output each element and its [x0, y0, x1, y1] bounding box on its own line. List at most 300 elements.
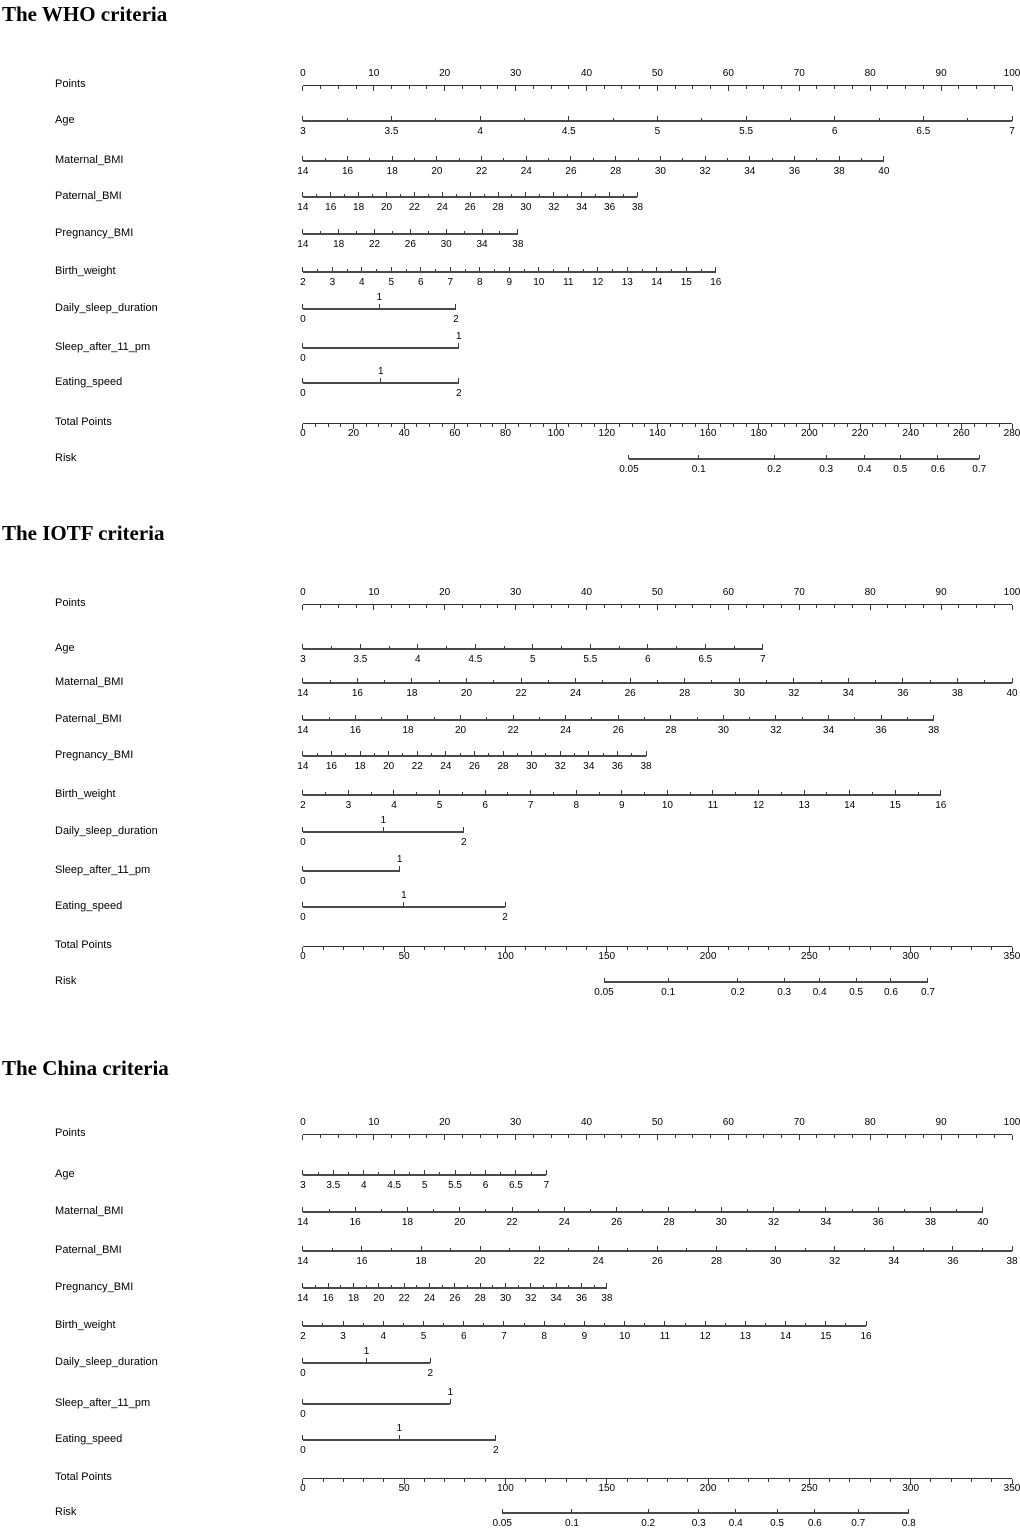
axis-tick — [568, 1135, 569, 1138]
tick-label: 3.5 — [326, 1180, 341, 1191]
axis-tick — [675, 1135, 676, 1138]
axis-tick — [302, 1435, 303, 1440]
axis-tick — [777, 1509, 778, 1513]
tick-label: 200 — [801, 428, 818, 439]
axis-tick — [923, 1248, 924, 1251]
axis-tick — [568, 1285, 569, 1288]
axis-tick — [497, 1135, 498, 1138]
tick-label: 6 — [418, 277, 424, 288]
axis-tick — [799, 1209, 800, 1212]
axis-tick — [834, 1246, 835, 1251]
tick-label: 2 — [427, 1368, 434, 1379]
axis-tick — [747, 1209, 748, 1212]
tick-label: 38 — [924, 1217, 937, 1228]
tick-label: 26 — [449, 1293, 461, 1304]
axis-tick — [829, 1479, 830, 1482]
row-label: Daily_sleep_duration — [55, 1356, 158, 1368]
tick-label: 20 — [439, 587, 451, 598]
tick-label: 30 — [510, 587, 522, 598]
tick-label: 0 — [300, 876, 306, 887]
tick-label: 180 — [750, 428, 768, 439]
tick-label: 32 — [768, 1217, 780, 1228]
tick-label: 0.4 — [728, 1518, 743, 1529]
axis-tick — [866, 1321, 867, 1326]
tick-label: 9 — [506, 277, 513, 288]
tick-label: 0.7 — [921, 987, 935, 998]
axis-tick — [825, 1207, 826, 1212]
tick-label: 28 — [610, 166, 622, 177]
tick-label: 0.05 — [492, 1518, 512, 1529]
tick-label: 34 — [888, 1256, 900, 1267]
axis-tick — [952, 1246, 953, 1251]
tick-label: 34 — [576, 202, 588, 213]
tick-label: 26 — [464, 202, 476, 213]
figure-title-iotf: The IOTF criteria — [2, 521, 165, 545]
axis-tick — [450, 1399, 451, 1404]
axis-tick — [515, 1170, 516, 1175]
tick-label: 4.5 — [561, 126, 576, 137]
tick-label: 22 — [368, 239, 381, 250]
tick-label: 0.2 — [641, 1518, 656, 1529]
tick-label: 6 — [645, 654, 651, 665]
tick-label: 0.3 — [819, 464, 834, 475]
tick-label: 10 — [368, 68, 380, 79]
axis-tick — [378, 1172, 379, 1175]
axis-tick — [556, 1283, 557, 1288]
axis-tick — [716, 1246, 717, 1251]
tick-label: 38 — [928, 725, 940, 736]
axis-tick — [1012, 1135, 1013, 1140]
axis-tick — [941, 1135, 942, 1140]
tick-label: 10 — [368, 587, 380, 598]
tick-label: 28 — [710, 1256, 723, 1267]
tick-label: 1 — [396, 854, 403, 865]
tick-label: 38 — [631, 202, 644, 213]
axis-tick — [890, 1479, 891, 1482]
tick-label: 22 — [411, 761, 423, 772]
tick-label: 24 — [570, 688, 582, 699]
tick-label: 12 — [592, 277, 604, 288]
tick-label: 28 — [679, 688, 691, 699]
axis-tick — [878, 1207, 879, 1212]
tick-label: 26 — [468, 761, 480, 772]
row-label: Birth_weight — [55, 1319, 116, 1331]
tick-label: 0 — [300, 1117, 306, 1128]
tick-label: 20 — [439, 68, 451, 79]
axis-tick — [323, 1479, 324, 1482]
axis-tick — [647, 1479, 648, 1482]
axis-tick — [356, 1135, 357, 1138]
axis-tick — [624, 1321, 625, 1326]
tick-label: 32 — [525, 1293, 537, 1304]
axis-tick — [544, 1321, 545, 1326]
tick-label: 3 — [300, 126, 306, 137]
row-label: Sleep_after_11_pm — [55, 341, 151, 353]
axis-tick — [500, 1172, 501, 1175]
tick-label: 24 — [558, 1217, 570, 1228]
axis-tick — [502, 1509, 503, 1513]
axis-tick — [564, 1207, 565, 1212]
axis-tick — [492, 1285, 493, 1288]
axis-tick — [845, 1323, 846, 1326]
axis-tick — [403, 1323, 404, 1326]
row-label: Age — [55, 114, 75, 126]
tick-label: 0.7 — [972, 464, 987, 475]
axis-tick — [302, 1283, 303, 1288]
axis-tick — [627, 1248, 628, 1251]
tick-label: 4 — [360, 1180, 367, 1191]
axis-tick — [302, 1135, 303, 1140]
tick-label: 16 — [860, 1331, 872, 1342]
axis-tick — [721, 1207, 722, 1212]
tick-label: 26 — [404, 239, 416, 250]
axis-tick — [667, 1479, 668, 1482]
tick-label: 32 — [770, 725, 782, 736]
axis-tick — [814, 1509, 815, 1513]
tick-label: 3.5 — [353, 654, 368, 665]
figure-title-who: The WHO criteria — [2, 2, 168, 26]
tick-label: 80 — [864, 68, 876, 79]
tick-label: 0.1 — [661, 987, 676, 998]
tick-label: 2 — [460, 837, 467, 848]
tick-label: 14 — [651, 277, 663, 288]
tick-label: 30 — [654, 166, 666, 177]
axis-tick — [887, 1135, 888, 1138]
axis-tick — [439, 1172, 440, 1175]
axis-tick — [423, 1321, 424, 1326]
tick-label: 150 — [598, 1483, 616, 1494]
tick-label: 18 — [402, 725, 414, 736]
tick-label: 150 — [598, 951, 616, 962]
row-label: Paternal_BMI — [55, 190, 122, 202]
axis-tick — [318, 1172, 319, 1175]
tick-label: 14 — [297, 1217, 309, 1228]
tick-label: 32 — [788, 688, 800, 699]
axis-tick — [343, 1479, 344, 1482]
tick-label: 0.05 — [594, 987, 614, 998]
axis-tick — [852, 1135, 853, 1138]
axis-tick — [765, 1323, 766, 1326]
tick-label: 16 — [322, 1293, 334, 1304]
tick-label: 34 — [550, 1293, 562, 1304]
axis-tick — [450, 1248, 451, 1251]
tick-label: 2 — [300, 277, 306, 288]
row-label: Pregnancy_BMI — [55, 1281, 134, 1293]
axis-tick — [433, 1209, 434, 1212]
axis-tick — [480, 1135, 481, 1138]
tick-label: 3 — [340, 1331, 346, 1342]
tick-label: 16 — [341, 166, 354, 177]
axis-tick — [639, 1135, 640, 1138]
tick-label: 16 — [325, 761, 337, 772]
tick-label: 140 — [649, 428, 666, 439]
axis-tick — [642, 1209, 643, 1212]
tick-label: 20 — [454, 1217, 466, 1228]
tick-label: 300 — [902, 951, 920, 962]
tick-label: 20 — [431, 166, 443, 177]
tick-label: 38 — [951, 688, 963, 699]
axis-tick — [648, 1509, 649, 1513]
axis-tick — [485, 1479, 486, 1482]
tick-label: 8 — [541, 1331, 547, 1342]
tick-label: 3.5 — [384, 126, 399, 137]
tick-label: 14 — [297, 761, 309, 772]
tick-label: 18 — [347, 1293, 360, 1304]
tick-label: 1 — [376, 292, 383, 303]
tick-label: 32 — [554, 761, 566, 772]
axis-tick — [571, 1509, 572, 1513]
tick-label: 16 — [325, 202, 337, 213]
tick-label: 0 — [300, 388, 306, 399]
tick-label: 38 — [601, 1293, 613, 1304]
tick-label: 5 — [436, 800, 443, 811]
tick-label: 40 — [580, 587, 593, 598]
tick-label: 10 — [619, 1331, 631, 1342]
tick-label: 24 — [592, 1256, 604, 1267]
tick-label: 7 — [527, 800, 534, 811]
axis-tick — [429, 1283, 430, 1288]
row-label: Paternal_BMI — [55, 1244, 122, 1256]
tick-label: 6.5 — [916, 126, 931, 137]
tick-label: 2 — [300, 1331, 306, 1342]
tick-label: 6.5 — [508, 1180, 523, 1191]
axis-tick — [378, 1283, 379, 1288]
axis-tick — [485, 1170, 486, 1175]
axis-tick — [566, 1479, 567, 1482]
tick-label: 2 — [502, 912, 508, 923]
tick-label: 1 — [396, 1423, 403, 1434]
tick-label: 2 — [493, 1445, 499, 1456]
tick-label: 18 — [406, 688, 418, 699]
axis-tick — [728, 1479, 729, 1482]
axis-tick — [958, 1135, 959, 1138]
tick-label: 22 — [476, 166, 488, 177]
axis-tick — [982, 1248, 983, 1251]
tick-label: 7 — [1009, 126, 1015, 137]
tick-label: 36 — [611, 761, 623, 772]
axis-tick — [686, 1248, 687, 1251]
tick-label: 0.6 — [807, 1518, 822, 1529]
tick-label: 280 — [1003, 428, 1020, 439]
tick-label: 90 — [935, 587, 947, 598]
axis-tick — [416, 1285, 417, 1288]
axis-tick — [424, 1479, 425, 1482]
tick-label: 10 — [368, 1117, 380, 1128]
tick-label: 26 — [565, 166, 577, 177]
axis-tick — [546, 1170, 547, 1175]
axis-tick — [768, 1479, 769, 1482]
tick-label: 40 — [977, 1217, 989, 1228]
row-label: Maternal_BMI — [55, 154, 124, 166]
tick-label: 80 — [499, 428, 512, 439]
axis-tick — [908, 1509, 909, 1513]
axis-tick — [705, 1321, 706, 1326]
axis-tick — [991, 1479, 992, 1482]
row-label: Sleep_after_11_pm — [55, 1397, 151, 1409]
tick-label: 120 — [598, 428, 616, 439]
tick-label: 16 — [710, 277, 722, 288]
tick-label: 11 — [659, 1331, 671, 1342]
tick-label: 18 — [354, 761, 366, 772]
tick-label: 40 — [398, 428, 410, 439]
tick-label: 22 — [408, 202, 420, 213]
tick-label: 14 — [297, 1256, 309, 1267]
tick-label: 15 — [889, 800, 901, 811]
axis-tick — [424, 1170, 425, 1175]
axis-tick — [581, 1283, 582, 1288]
tick-label: 6 — [831, 126, 838, 137]
tick-label: 14 — [297, 239, 309, 250]
tick-label: 32 — [699, 166, 711, 177]
tick-label: 22 — [507, 725, 519, 736]
row-label: Age — [55, 642, 75, 654]
tick-label: 0.2 — [730, 987, 745, 998]
tick-label: 0.3 — [691, 1518, 706, 1529]
tick-label: 3 — [345, 800, 352, 811]
axis-tick — [525, 1479, 526, 1482]
tick-label: 300 — [902, 1483, 920, 1494]
tick-label: 50 — [398, 1483, 410, 1494]
tick-label: 0 — [300, 587, 306, 598]
tick-label: 13 — [798, 800, 810, 811]
row-label: Daily_sleep_duration — [55, 825, 158, 837]
axis-tick — [930, 1479, 931, 1482]
tick-label: 30 — [510, 1117, 522, 1128]
tick-label: 0.1 — [565, 1518, 579, 1529]
tick-label: 90 — [935, 1117, 947, 1128]
axis-tick — [444, 1135, 445, 1140]
tick-label: 240 — [902, 428, 920, 439]
axis-tick — [383, 1321, 384, 1326]
axis-tick — [746, 1248, 747, 1251]
tick-label: 4 — [359, 277, 365, 288]
axis-tick — [503, 1321, 504, 1326]
tick-label: 100 — [497, 1483, 514, 1494]
tick-label: 30 — [526, 761, 538, 772]
axis-tick — [545, 1479, 546, 1482]
tick-label: 13 — [739, 1331, 751, 1342]
tick-label: 28 — [497, 761, 509, 772]
axis-tick — [568, 1248, 569, 1251]
tick-label: 2 — [455, 388, 462, 399]
tick-label: 11 — [563, 277, 574, 288]
axis-tick — [531, 1172, 532, 1175]
axis-tick — [302, 1246, 303, 1251]
axis-tick — [644, 1323, 645, 1326]
axis-tick — [348, 1172, 349, 1175]
axis-tick — [668, 1207, 669, 1212]
axis-tick — [302, 1207, 303, 1212]
tick-label: 36 — [947, 1256, 959, 1267]
tick-label: 20 — [373, 1293, 385, 1304]
row-label: Age — [55, 1168, 75, 1180]
tick-label: 0.6 — [930, 464, 945, 475]
tick-label: 18 — [401, 1217, 414, 1228]
axis-tick — [956, 1209, 957, 1212]
axis-tick — [363, 1323, 364, 1326]
axis-tick — [584, 1321, 585, 1326]
tick-label: 5 — [388, 277, 395, 288]
axis-tick — [355, 1207, 356, 1212]
row-label: Eating_speed — [55, 376, 123, 388]
axis-tick — [781, 1135, 782, 1138]
axis-tick — [443, 1323, 444, 1326]
axis-tick — [464, 1479, 465, 1482]
axis-tick — [430, 1358, 431, 1363]
axis-tick — [1012, 1246, 1013, 1251]
axis-tick — [409, 1135, 410, 1138]
tick-label: 22 — [533, 1256, 545, 1267]
axis-tick — [805, 1323, 806, 1326]
tick-label: 0.2 — [767, 464, 782, 475]
row-label: Total Points — [55, 416, 112, 428]
axis-tick — [976, 1135, 977, 1138]
axis-tick — [606, 1283, 607, 1288]
tick-label: 40 — [1006, 688, 1018, 699]
axis-tick — [409, 1172, 410, 1175]
axis-tick — [735, 1509, 736, 1513]
tick-label: 0 — [300, 1409, 306, 1420]
tick-label: 6 — [482, 800, 488, 811]
tick-label: 350 — [1003, 1483, 1020, 1494]
tick-label: 100 — [1003, 68, 1020, 79]
tick-label: 40 — [580, 68, 593, 79]
axis-tick — [930, 1207, 931, 1212]
axis-tick — [904, 1209, 905, 1212]
tick-label: 0.8 — [901, 1518, 916, 1529]
axis-tick — [604, 1323, 605, 1326]
tick-label: 5 — [654, 126, 661, 137]
axis-tick — [657, 1246, 658, 1251]
tick-label: 1 — [447, 1387, 453, 1398]
tick-label: 1 — [401, 890, 407, 901]
tick-label: 0 — [300, 314, 306, 325]
tick-label: 4.5 — [387, 1180, 402, 1191]
tick-label: 1 — [363, 1346, 370, 1357]
axis-tick — [825, 1321, 826, 1326]
axis-tick — [594, 1285, 595, 1288]
tick-label: 50 — [651, 68, 663, 79]
tick-label: 24 — [440, 761, 452, 772]
tick-label: 60 — [449, 428, 461, 439]
axis-tick — [849, 1479, 850, 1482]
figure-title-china: The China criteria — [2, 1056, 169, 1080]
tick-label: 9 — [581, 1331, 588, 1342]
row-label: Sleep_after_11_pm — [55, 864, 151, 876]
tick-label: 16 — [351, 688, 363, 699]
axis-tick — [426, 1135, 427, 1138]
tick-label: 4.5 — [468, 654, 483, 665]
tick-label: 0 — [300, 912, 306, 923]
tick-label: 60 — [722, 68, 734, 79]
tick-label: 22 — [506, 1217, 518, 1228]
tick-label: 14 — [297, 688, 309, 699]
tick-label: 24 — [520, 166, 532, 177]
tick-label: 34 — [583, 761, 595, 772]
tick-label: 26 — [624, 688, 636, 699]
axis-tick — [994, 1135, 995, 1138]
tick-label: 14 — [297, 166, 309, 177]
tick-label: 30 — [715, 1217, 727, 1228]
axis-tick — [745, 1321, 746, 1326]
tick-label: 0.5 — [893, 464, 908, 475]
tick-label: 9 — [619, 800, 625, 811]
tick-label: 20 — [460, 688, 473, 699]
tick-label: 34 — [744, 166, 756, 177]
axis-tick — [353, 1283, 354, 1288]
tick-label: 18 — [415, 1256, 427, 1267]
axis-tick — [870, 1135, 871, 1140]
